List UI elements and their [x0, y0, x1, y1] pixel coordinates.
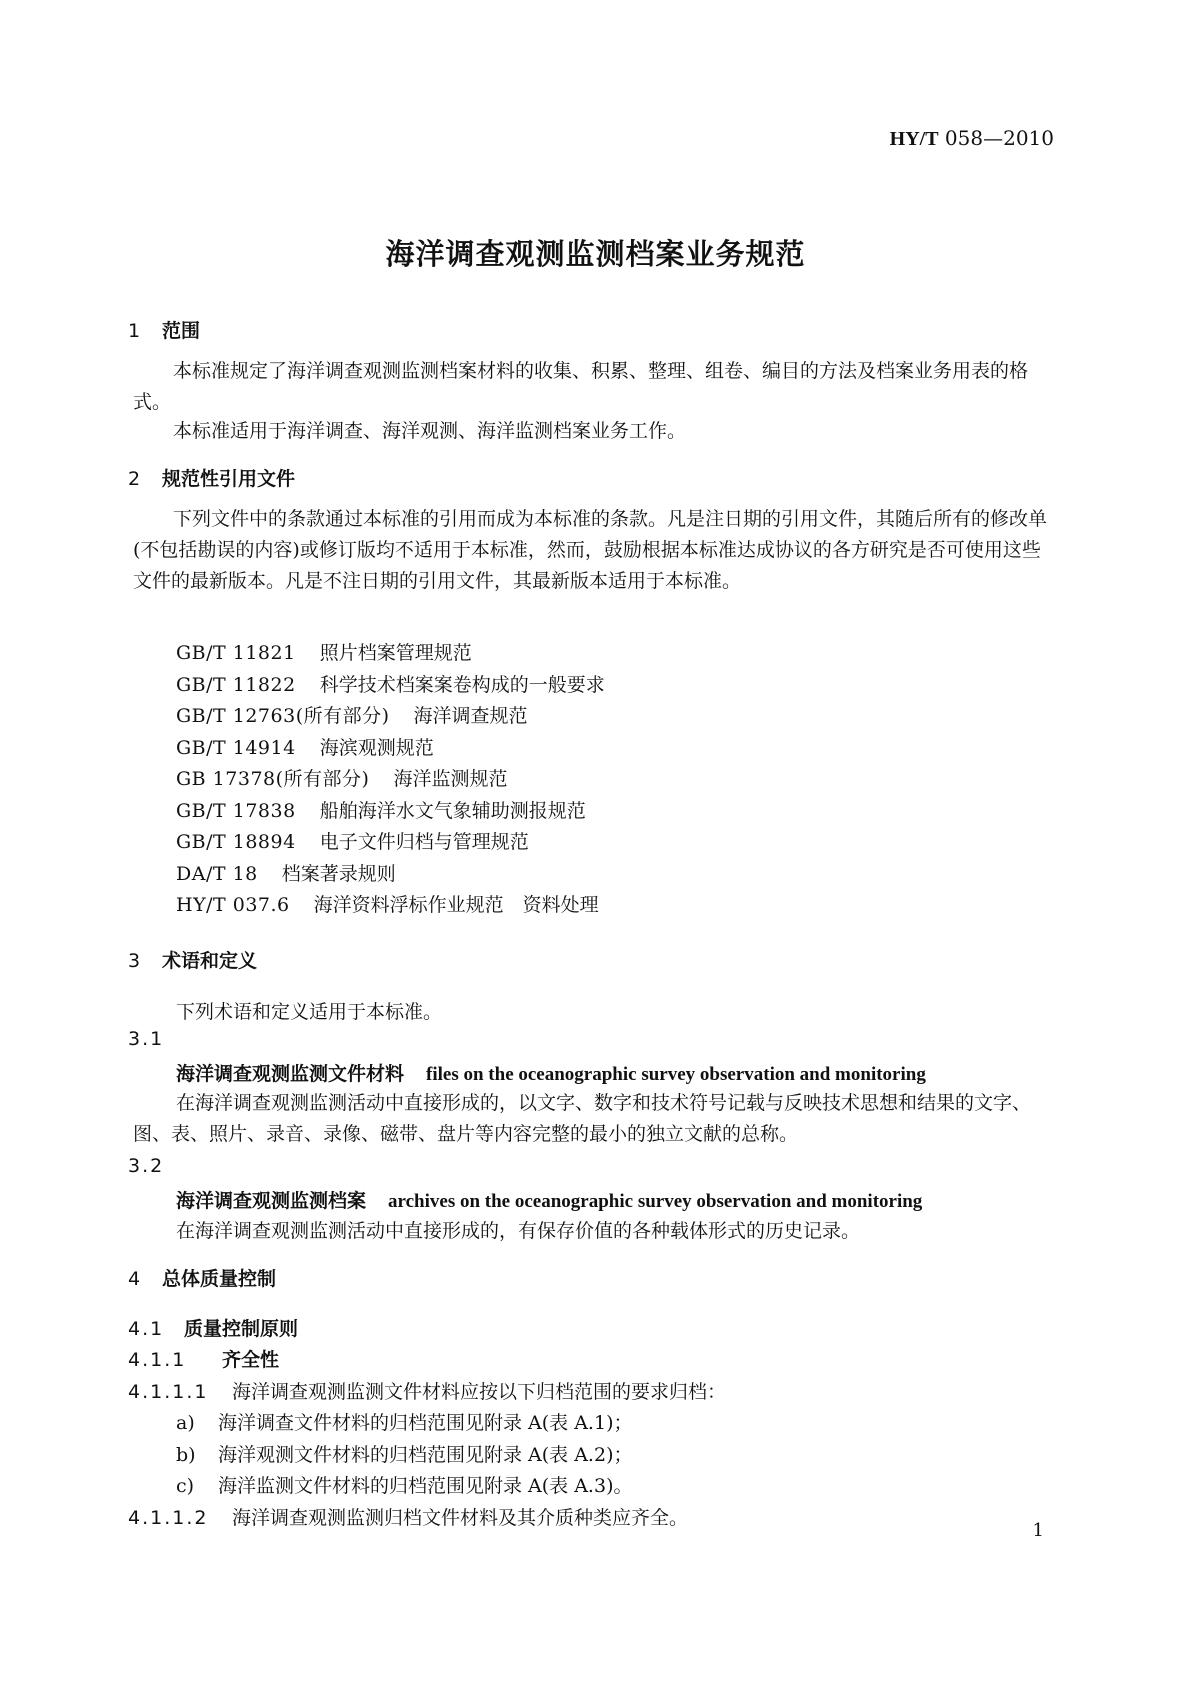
reference-item	[176, 638, 605, 670]
section-1-heading	[128, 316, 200, 343]
section-2-heading	[128, 464, 295, 491]
section-number: 2	[128, 468, 141, 490]
term-english: files on the oceanographic survey observation and monitoring	[426, 1064, 926, 1085]
reference-title: 海洋资料浮标作业规范 资料处理	[313, 894, 599, 916]
section-4-1-heading	[128, 1314, 298, 1341]
reference-title: 海洋监测规范	[393, 768, 508, 790]
list-item	[176, 1440, 632, 1467]
section-title: 范围	[162, 320, 201, 342]
reference-item	[176, 859, 605, 891]
list-text: 海洋监测文件材料的归档范围见附录 A(表 A.3)。	[218, 1475, 633, 1497]
term-number: 3.2	[128, 1155, 165, 1177]
list-item	[176, 1408, 632, 1435]
clause-text: 海洋调查观测监测归档文件材料及其介质种类应齐全。	[232, 1507, 689, 1529]
reference-code: GB/T 12763(所有部分)	[176, 705, 390, 727]
term-3-2-definition: 在海洋调查观测监测活动中直接形成的，有保存价值的各种载体形式的历史记录。	[176, 1220, 861, 1242]
reference-title: 电子文件归档与管理规范	[319, 831, 529, 853]
standard-code: 058—2010	[944, 126, 1054, 150]
term-3-1-definition: 在海洋调查观测监测活动中直接形成的，以文字、数字和技术符号记载与反映技术思想和结果的文字、图、表、照片、录音、录像、磁带、盘片等内容完整的最小的独立文献的总称。	[133, 1092, 1032, 1145]
standard-number	[890, 126, 1054, 151]
section-number: 4.1.1	[128, 1349, 187, 1371]
reference-item	[176, 701, 605, 733]
reference-code: GB 17378(所有部分)	[176, 768, 370, 790]
section-4-1-1-heading	[128, 1345, 279, 1372]
reference-item	[176, 670, 605, 702]
reference-item	[176, 764, 605, 796]
section-number: 4.1	[128, 1318, 165, 1340]
clause-4-1-1-2	[128, 1503, 688, 1530]
section-number: 3	[128, 950, 141, 972]
section-title: 术语和定义	[162, 950, 258, 972]
section-1-paragraph-1: 本标准规定了海洋调查观测监测档案材料的收集、积累、整理、组卷、编目的方法及档案业务用表的格式。	[133, 360, 1029, 413]
section-title: 质量控制原则	[184, 1318, 299, 1340]
reference-item	[176, 827, 605, 859]
term-3-1-number	[128, 1028, 164, 1050]
list-label: b)	[176, 1444, 196, 1466]
clause-number: 4.1.1.2	[128, 1507, 209, 1529]
reference-title: 科学技术档案案卷构成的一般要求	[319, 673, 605, 696]
section-1-paragraph-2: 本标准适用于海洋调查、海洋观测、海洋监测档案业务工作。	[173, 420, 687, 442]
reference-code: GB/T 18894	[176, 831, 296, 853]
term-number: 3.1	[128, 1028, 165, 1050]
list-label: a)	[176, 1412, 195, 1434]
document-title: 海洋调查观测监测档案业务规范	[385, 237, 806, 271]
term-english: archives on the oceanographic survey observation and monitoring	[388, 1191, 923, 1212]
section-3-intro: 下列术语和定义适用于本标准。	[176, 1001, 443, 1023]
reference-item	[176, 796, 605, 828]
section-title: 规范性引用文件	[162, 468, 296, 490]
section-2-intro: 下列文件中的条款通过本标准的引用而成为本标准的条款。凡是注日期的引用文件，其随后所有的修改单(不包括勘误的内容)或修订版均不适用于本标准，然而，鼓励根据本标准达成协议的各方研究是否可使用这些文件的最新版本。凡是不注日期的引用文件，其最新版本适用于本标准。	[133, 508, 1048, 592]
section-title: 总体质量控制	[162, 1268, 277, 1290]
reference-code: DA/T 18	[176, 862, 258, 885]
section-number: 4	[128, 1268, 141, 1290]
list-text: 海洋调查文件材料的归档范围见附录 A(表 A.1)；	[218, 1412, 633, 1434]
standard-prefix: HY/T	[889, 128, 939, 150]
reference-title: 船舶海洋水文气象辅助测报规范	[319, 799, 586, 822]
reference-title: 档案著录规则	[281, 862, 396, 885]
term-chinese: 海洋调查观测监测文件材料	[176, 1063, 405, 1085]
section-title: 齐全性	[222, 1349, 280, 1371]
section-4-heading	[128, 1264, 276, 1291]
term-3-1-title	[176, 1059, 926, 1086]
reference-code: GB/T 14914	[176, 736, 296, 759]
clause-number: 4.1.1.1	[128, 1381, 209, 1403]
section-number: 1	[128, 320, 141, 342]
list-text: 海洋观测文件材料的归档范围见附录 A(表 A.2)；	[218, 1444, 633, 1466]
reference-code: GB/T 17838	[176, 799, 296, 822]
clause-text: 海洋调查观测监测文件材料应按以下归档范围的要求归档：	[232, 1381, 727, 1403]
reference-title: 照片档案管理规范	[319, 642, 472, 664]
reference-code: GB/T 11821	[176, 642, 296, 664]
reference-code: GB/T 11822	[176, 673, 296, 696]
reference-item	[176, 733, 605, 765]
list-item	[176, 1471, 632, 1498]
normative-references-list	[176, 638, 605, 922]
page-number: 1	[1032, 1520, 1044, 1541]
reference-item	[176, 890, 605, 922]
reference-title: 海滨观测规范	[319, 736, 434, 759]
reference-code: HY/T 037.6	[176, 894, 290, 916]
reference-title: 海洋调查规范	[413, 705, 528, 727]
term-3-2-title	[176, 1186, 922, 1213]
section-3-heading	[128, 946, 257, 973]
term-3-2-number	[128, 1155, 164, 1177]
list-label: c)	[176, 1475, 195, 1497]
clause-4-1-1-1	[128, 1377, 726, 1404]
term-chinese: 海洋调查观测监测档案	[176, 1190, 367, 1212]
